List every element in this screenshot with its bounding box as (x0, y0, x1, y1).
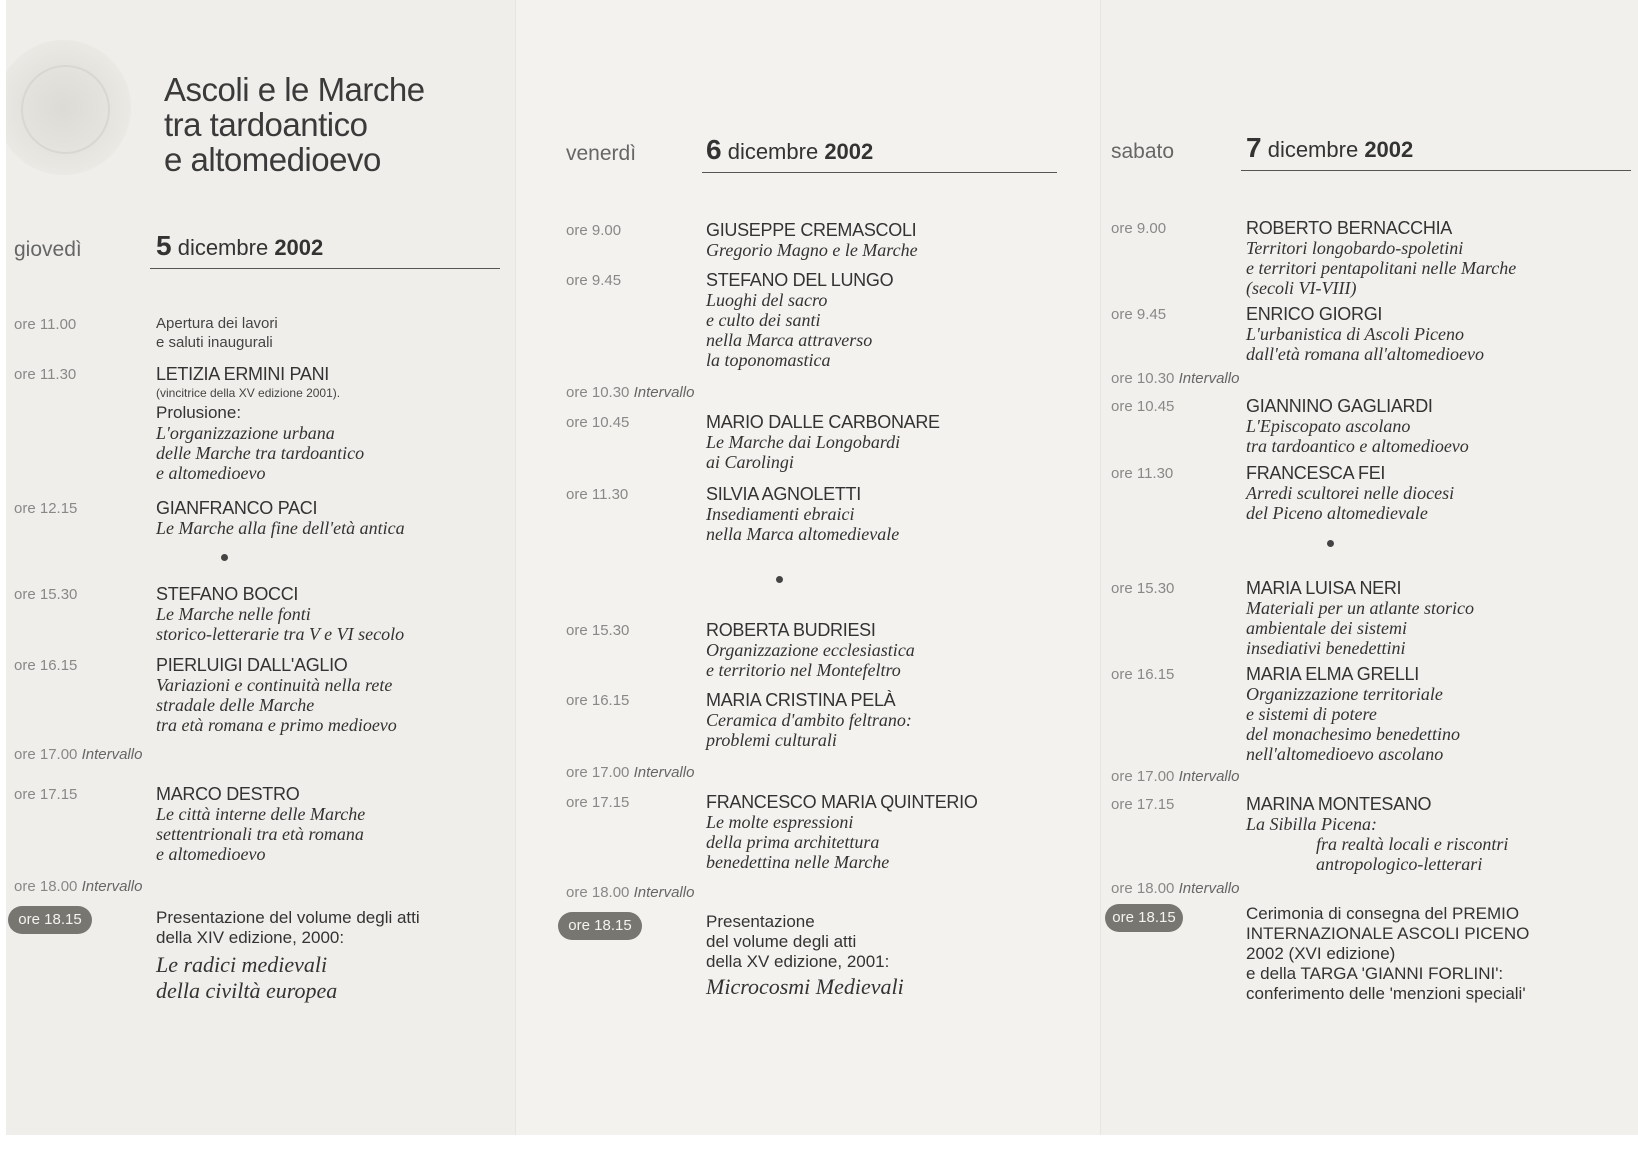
day-date: 6 dicembre 2002 (706, 134, 874, 165)
day-name: sabato (1111, 140, 1175, 163)
schedule-entry: STEFANO BOCCI Le Marche nelle fonti storico-letterarie tra V e VI secolo (156, 584, 405, 644)
schedule-entry: GIANFRANCO PACI Le Marche alla fine dell'età antica (156, 498, 405, 538)
schedule-entry: ROBERTA BUDRIESI Organizzazione ecclesiastica e territorio nel Montefeltro (706, 620, 915, 680)
time-pill: ore 18.15 (1105, 904, 1183, 932)
emblem-seal (6, 40, 131, 175)
interval-label: ore 17.00 Intervallo (566, 764, 695, 781)
interval-label: ore 18.00 Intervallo (14, 878, 143, 895)
time-label: ore 11.30 (566, 486, 629, 503)
day-date: 5 dicembre 2002 (156, 230, 324, 261)
schedule-entry: MARCO DESTRO Le città interne delle Marche settentrionali tra età romana e altomedioevo (156, 784, 366, 864)
separator-dot (776, 576, 783, 583)
interval-label: ore 18.00 Intervallo (1111, 880, 1240, 897)
schedule-entry: STEFANO DEL LUNGO Luoghi del sacro e culto dei santi nella Marca attraverso la toponomastica (706, 270, 894, 370)
schedule-entry: MARIA CRISTINA PELÀ Ceramica d'ambito feltrano: problemi culturali (706, 690, 912, 750)
time-label: ore 9.45 (566, 272, 622, 289)
time-label: ore 9.45 (1111, 306, 1167, 323)
schedule-entry: LETIZIA ERMINI PANI (vincitrice della XV edizione 2001). Prolusione: L'organizzazione urbana delle Marche tra tardoantico e altomedioevo (156, 364, 365, 483)
schedule-entry: MARINA MONTESANO La Sibilla Picena: fra realtà locali e riscontri antropologico-letterari (1246, 794, 1509, 874)
time-label: ore 11.30 (14, 366, 77, 383)
date-rule (702, 172, 1057, 173)
time-label: ore 17.15 (566, 794, 630, 811)
time-label: ore 16.15 (566, 692, 630, 709)
conference-title: Ascoli e le Marche tra tardoantico e altomedioevo (164, 71, 425, 178)
schedule-entry: MARIA ELMA GRELLI Organizzazione territoriale e sistemi di potere del monachesimo benedettino nell'altomedioevo ascolano (1246, 664, 1460, 764)
time-label: ore 17.15 (1111, 796, 1175, 813)
time-label: ore 10.45 (1111, 398, 1175, 415)
schedule-entry: MARIO DALLE CARBONARE Le Marche dai Longobardi ai Carolingi (706, 412, 940, 472)
day-name: venerdì (566, 142, 637, 165)
panel-day-2 (516, 0, 1101, 1135)
schedule-entry: Cerimonia di consegna del PREMIO INTERNAZIONALE ASCOLI PICENO 2002 (XVI edizione) e della TARGA 'GIANNI FORLINI': conferimento delle 'menzioni speciali' (1246, 904, 1530, 1003)
interval-label: ore 10.30 Intervallo (566, 384, 695, 401)
schedule-entry: MARIA LUISA NERI Materiali per un atlante storico ambientale dei sistemi insediativi benedettini (1246, 578, 1474, 658)
time-label: ore 9.00 (1111, 220, 1167, 237)
time-label: ore 17.15 (14, 786, 78, 803)
interval-label: ore 17.00 Intervallo (14, 746, 143, 763)
date-rule (1241, 170, 1631, 171)
date-rule (150, 268, 500, 269)
schedule-entry: Presentazione del volume degli atti della XV edizione, 2001: Microcosmi Medievali (706, 912, 904, 999)
schedule-entry: Presentazione del volume degli atti della XIV edizione, 2000: Le radici medievali della civiltà europea (156, 908, 420, 1003)
time-pill: ore 18.15 (8, 906, 92, 934)
separator-dot (221, 554, 228, 561)
time-label: ore 10.45 (566, 414, 630, 431)
separator-dot (1327, 540, 1334, 547)
schedule-entry: FRANCESCA FEI Arredi scultorei nelle diocesi del Piceno altomedievale (1246, 463, 1455, 523)
time-label: ore 16.15 (14, 657, 78, 674)
schedule-entry: GIANNINO GAGLIARDI L'Episcopato ascolano tra tardoantico e altomedioevo (1246, 396, 1469, 456)
time-pill: ore 18.15 (558, 912, 642, 940)
schedule-entry: PIERLUIGI DALL'AGLIO Variazioni e continuità nella rete stradale delle Marche tra età romana e primo medioevo (156, 655, 397, 735)
brochure-sheet (6, 0, 1638, 1135)
time-label: ore 11.30 (1111, 465, 1174, 482)
interval-label: ore 18.00 Intervallo (566, 884, 695, 901)
panel-day-3 (1101, 0, 1638, 1135)
time-label: ore 16.15 (1111, 666, 1175, 683)
time-label: ore 12.15 (14, 500, 78, 517)
schedule-entry: GIUSEPPE CREMASCOLI Gregorio Magno e le Marche (706, 220, 918, 260)
day-name: giovedì (14, 238, 82, 261)
schedule-entry: Apertura dei lavori e saluti inaugurali (156, 315, 278, 351)
interval-label: ore 17.00 Intervallo (1111, 768, 1240, 785)
time-label: ore 11.00 (14, 316, 77, 333)
day-date: 7 dicembre 2002 (1246, 132, 1414, 163)
schedule-entry: ROBERTO BERNACCHIA Territori longobardo-spoletini e territori pentapolitani nelle Marche (secoli VI-VIII) (1246, 218, 1517, 298)
time-label: ore 15.30 (14, 586, 78, 603)
time-label: ore 15.30 (566, 622, 630, 639)
schedule-entry: FRANCESCO MARIA QUINTERIO Le molte espressioni della prima architettura benedettina nelle Marche (706, 792, 978, 872)
time-label: ore 15.30 (1111, 580, 1175, 597)
schedule-entry: ENRICO GIORGI L'urbanistica di Ascoli Piceno dall'età romana all'altomedioevo (1246, 304, 1484, 364)
panel-day-1 (6, 0, 516, 1135)
interval-label: ore 10.30 Intervallo (1111, 370, 1240, 387)
time-label: ore 9.00 (566, 222, 622, 239)
schedule-entry: SILVIA AGNOLETTI Insediamenti ebraici nella Marca altomedievale (706, 484, 900, 544)
